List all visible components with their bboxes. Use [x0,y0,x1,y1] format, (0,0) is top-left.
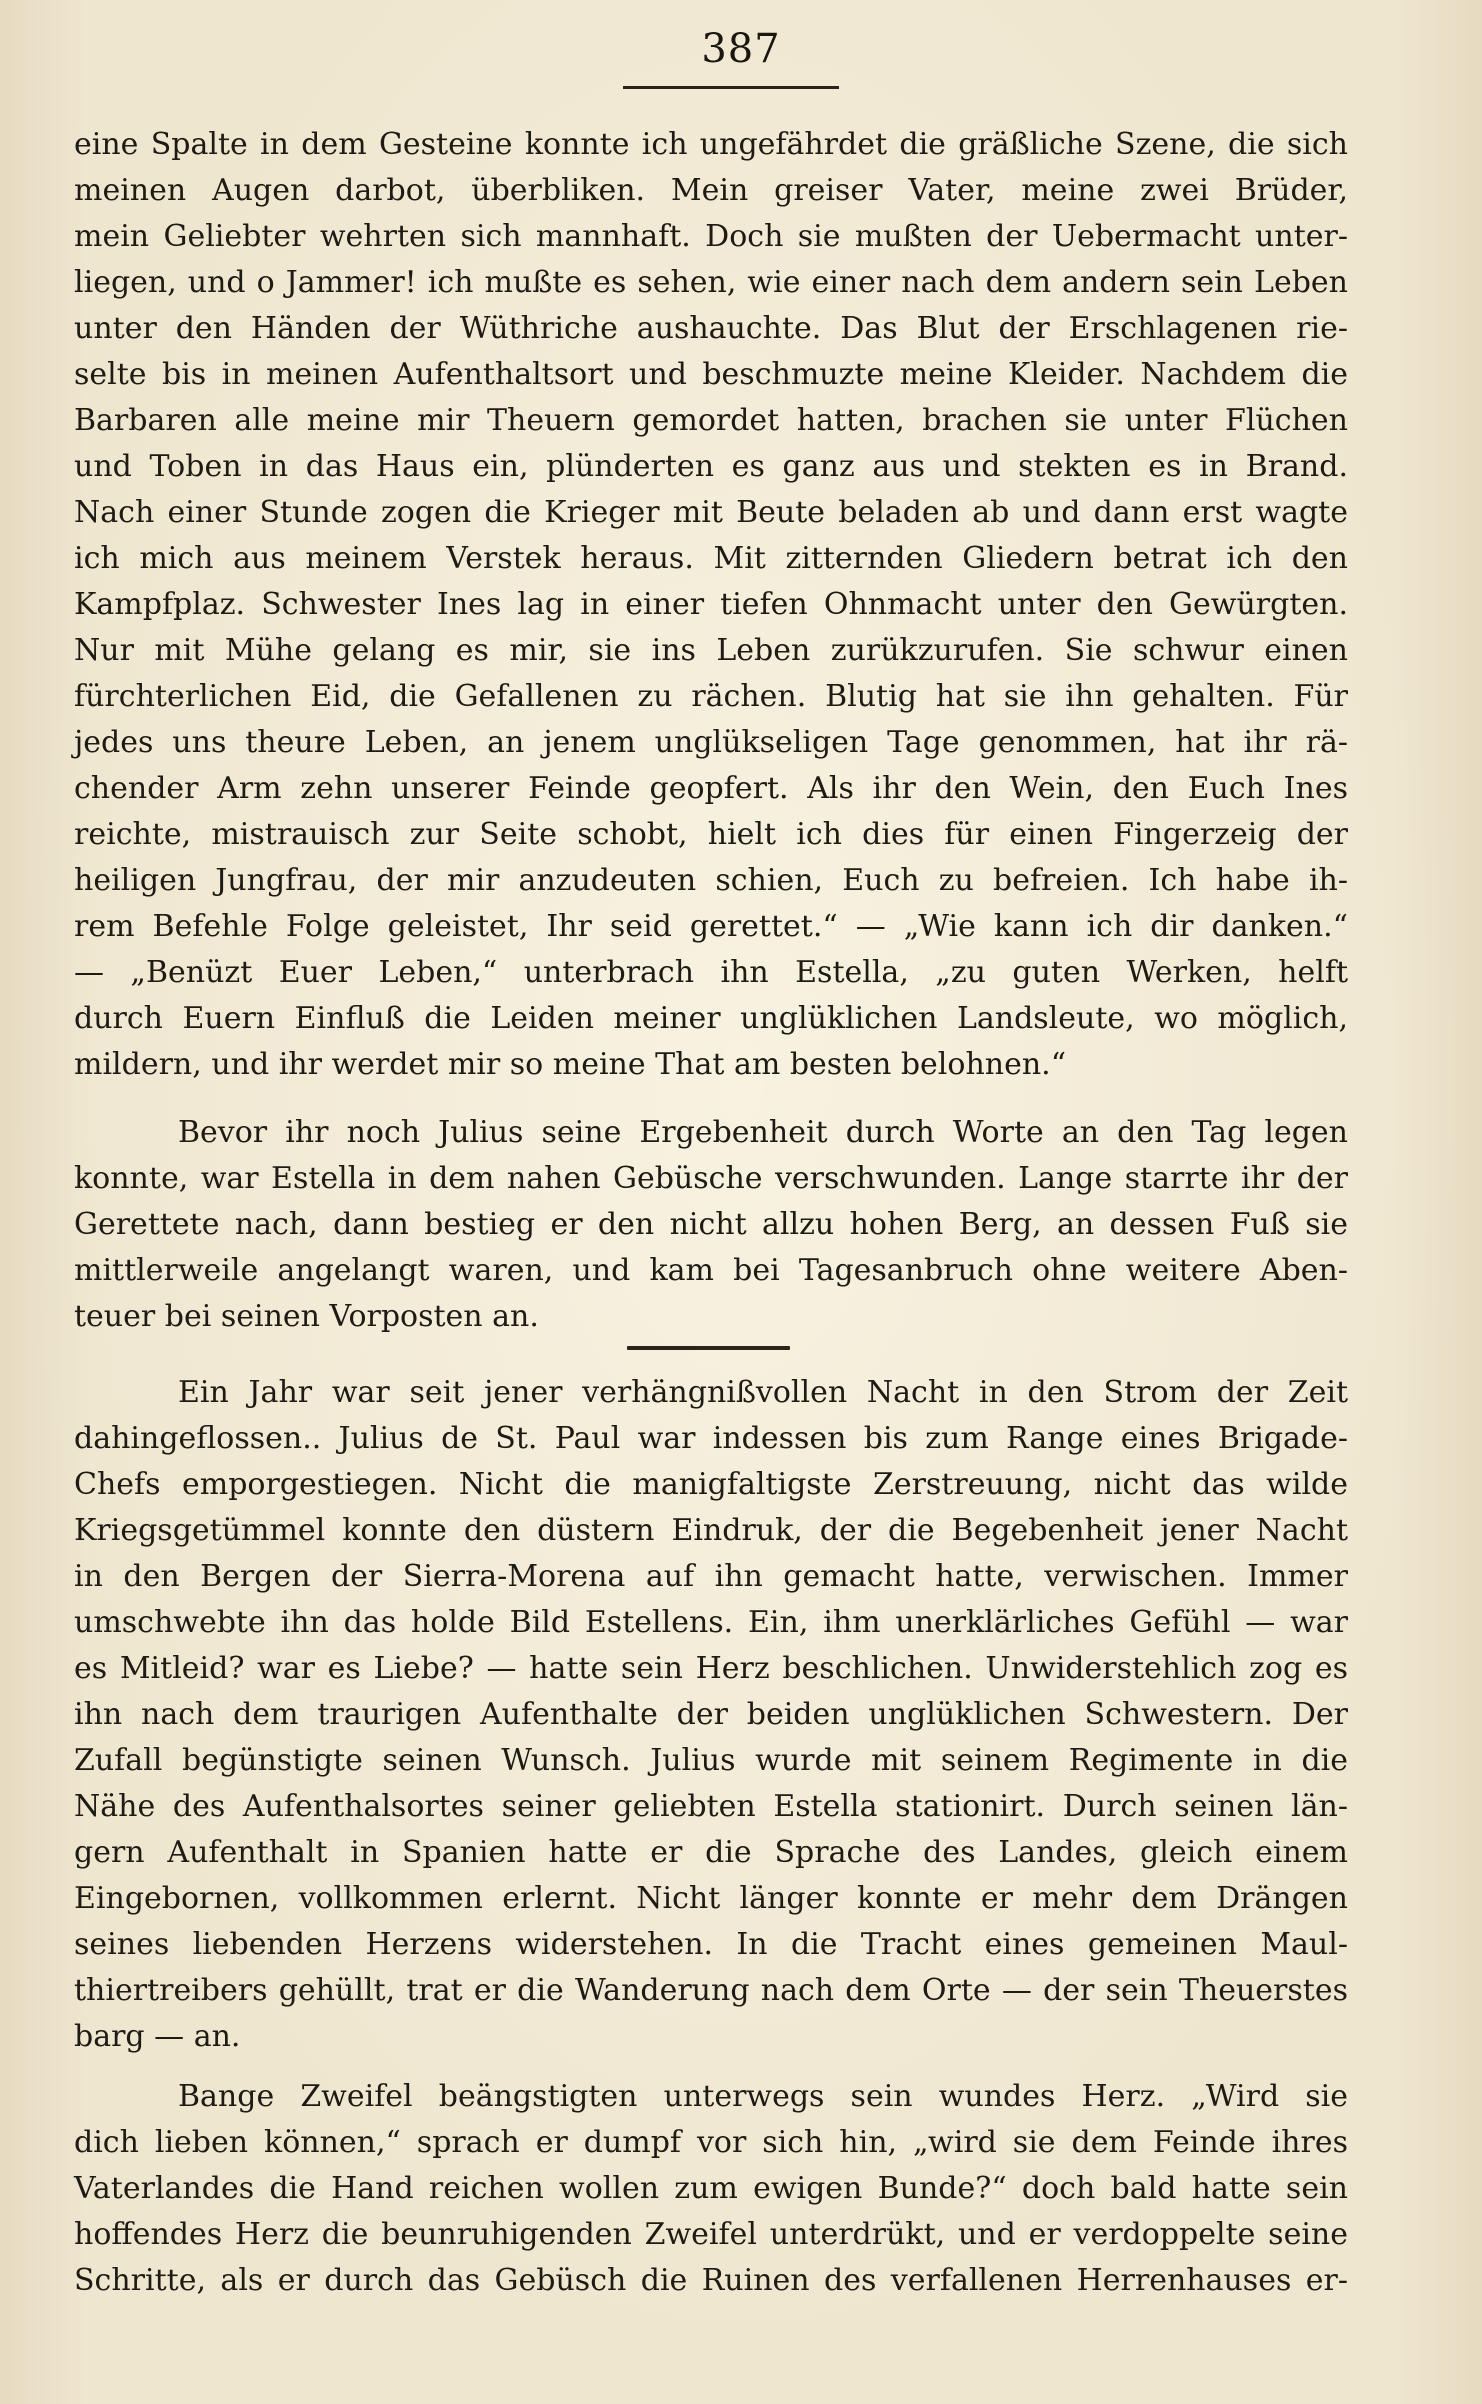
text-line: barg — an. [74,2019,241,2054]
text-line: Chefs emporgestiegen. Nicht die manigfaltigste Zerstreuung, nicht das wilde [74,1467,1348,1502]
text-line: eine Spalte in dem Gesteine konnte ich ungefährdet die gräßliche Szene, die sich [74,127,1348,162]
text-line: gern Aufenthalt in Spanien hatte er die Sprache des Landes, gleich einem [74,1835,1348,1870]
text-line: dahingeflossen.. Julius de St. Paul war indessen bis zum Range eines Brigade- [74,1421,1348,1456]
text-line: meinen Augen darbot, überbliken. Mein greiser Vater, meine zwei Brüder, [74,173,1348,208]
text-line: ich mich aus meinem Verstek heraus. Mit zitternden Gliedern betrat ich den [74,541,1348,576]
text-line: Gerettete nach, dann bestieg er den nicht allzu hohen Berg, an dessen Fuß sie [74,1207,1348,1242]
text-line: unter den Händen der Wüthriche aushauchte. Das Blut der Erschlagenen rie- [74,311,1348,346]
text-line: mein Geliebter wehrten sich mannhaft. Doch sie mußten der Uebermacht unter- [74,219,1348,254]
text-line: mildern, und ihr werdet mir so meine That am besten belohnen.“ [74,1047,1067,1082]
text-line: heiligen Jungfrau, der mir anzudeuten schien, Euch zu befreien. Ich habe ih- [74,863,1348,898]
text-line: es Mitleid? war es Liebe? — hatte sein Herz beschlichen. Unwiderstehlich zog es [74,1651,1348,1686]
text-line: ihn nach dem traurigen Aufenthalte der beiden unglüklichen Schwestern. Der [74,1697,1348,1732]
text-line: Schritte, als er durch das Gebüsch die Ruinen des verfallenen Herrenhauses er- [74,2263,1348,2298]
text-line: Bevor ihr noch Julius seine Ergebenheit durch Worte an den Tag legen [178,1115,1348,1150]
page-number: 387 [701,26,781,72]
text-line: Zufall begünstigte seinen Wunsch. Julius wurde mit seinem Regimente in die [74,1743,1348,1778]
text-line: mittlerweile angelangt waren, und kam bei Tagesanbruch ohne weitere Aben- [74,1253,1348,1288]
text-line: Bange Zweifel beängstigten unterwegs sein wundes Herz. „Wird sie [178,2079,1348,2114]
text-line: selte bis in meinen Aufenthaltsort und beschmuzte meine Kleider. Nachdem die [74,357,1348,392]
text-line: hoffendes Herz die beunruhigenden Zweifel unterdrükt, und er verdoppelte seine [74,2217,1348,2252]
text-line: konnte, war Estella in dem nahen Gebüsche verschwunden. Lange starrte ihr der [74,1161,1348,1196]
text-line: reichte, mistrauisch zur Seite schobt, hielt ich dies für einen Fingerzeig der [74,817,1348,852]
text-line: chender Arm zehn unserer Feinde geopfert. Als ihr den Wein, den Euch Ines [74,771,1348,806]
text-line: in den Bergen der Sierra-Morena auf ihn gemacht hatte, verwischen. Immer [74,1559,1348,1594]
text-line: teuer bei seinen Vorposten an. [74,1299,539,1334]
text-line: Vaterlandes die Hand reichen wollen zum ewigen Bunde?“ doch bald hatte sein [74,2171,1348,2206]
text-line: Eingebornen, vollkommen erlernt. Nicht länger konnte er mehr dem Drängen [74,1881,1348,1916]
text-line: thiertreibers gehüllt, trat er die Wanderung nach dem Orte — der sein Theuerstes [74,1973,1348,2008]
text-line: — „Benüzt Euer Leben,“ unterbrach ihn Estella, „zu guten Werken, helft [74,955,1348,990]
text-line: fürchterlichen Eid, die Gefallenen zu rächen. Blutig hat sie ihn gehalten. Für [74,679,1348,714]
text-line: rem Befehle Folge geleistet, Ihr seid gerettet.“ — „Wie kann ich dir danken.“ [74,909,1348,944]
text-line: umschwebte ihn das holde Bild Estellens. Ein, ihm unerklärliches Gefühl — war [74,1605,1348,1640]
text-line: jedes uns theure Leben, an jenem unglükseligen Tage genommen, hat ihr rä- [74,725,1348,760]
text-line: dich lieben können,“ sprach er dumpf vor sich hin, „wird sie dem Feinde ihres [74,2125,1348,2160]
text-line: Nur mit Mühe gelang es mir, sie ins Leben zurükzurufen. Sie schwur einen [74,633,1348,668]
text-line: und Toben in das Haus ein, plünderten es ganz aus und stekten es in Brand. [74,449,1348,484]
text-line: seines liebenden Herzens widerstehen. In die Tracht eines gemeinen Maul- [74,1927,1348,1962]
text-line: Nach einer Stunde zogen die Krieger mit Beute beladen ab und dann erst wagte [74,495,1348,530]
text-line: Kriegsgetümmel konnte den düstern Eindruk, der die Begebenheit jener Nacht [74,1513,1348,1548]
text-line: Kampfplaz. Schwester Ines lag in einer tiefen Ohnmacht unter den Gewürgten. [74,587,1348,622]
text-line: liegen, und o Jammer! ich mußte es sehen, wie einer nach dem andern sein Leben [74,265,1348,300]
header-rule [623,86,839,89]
text-line: durch Euern Einfluß die Leiden meiner unglüklichen Landsleute, wo möglich, [74,1001,1348,1036]
section-divider [627,1346,790,1350]
text-line: Nähe des Aufenthalsortes seiner geliebten Estella stationirt. Durch seinen län- [74,1789,1348,1824]
text-line: Barbaren alle meine mir Theuern gemordet hatten, brachen sie unter Flüchen [74,403,1348,438]
text-line: Ein Jahr war seit jener verhängnißvollen Nacht in den Strom der Zeit [178,1375,1348,1410]
